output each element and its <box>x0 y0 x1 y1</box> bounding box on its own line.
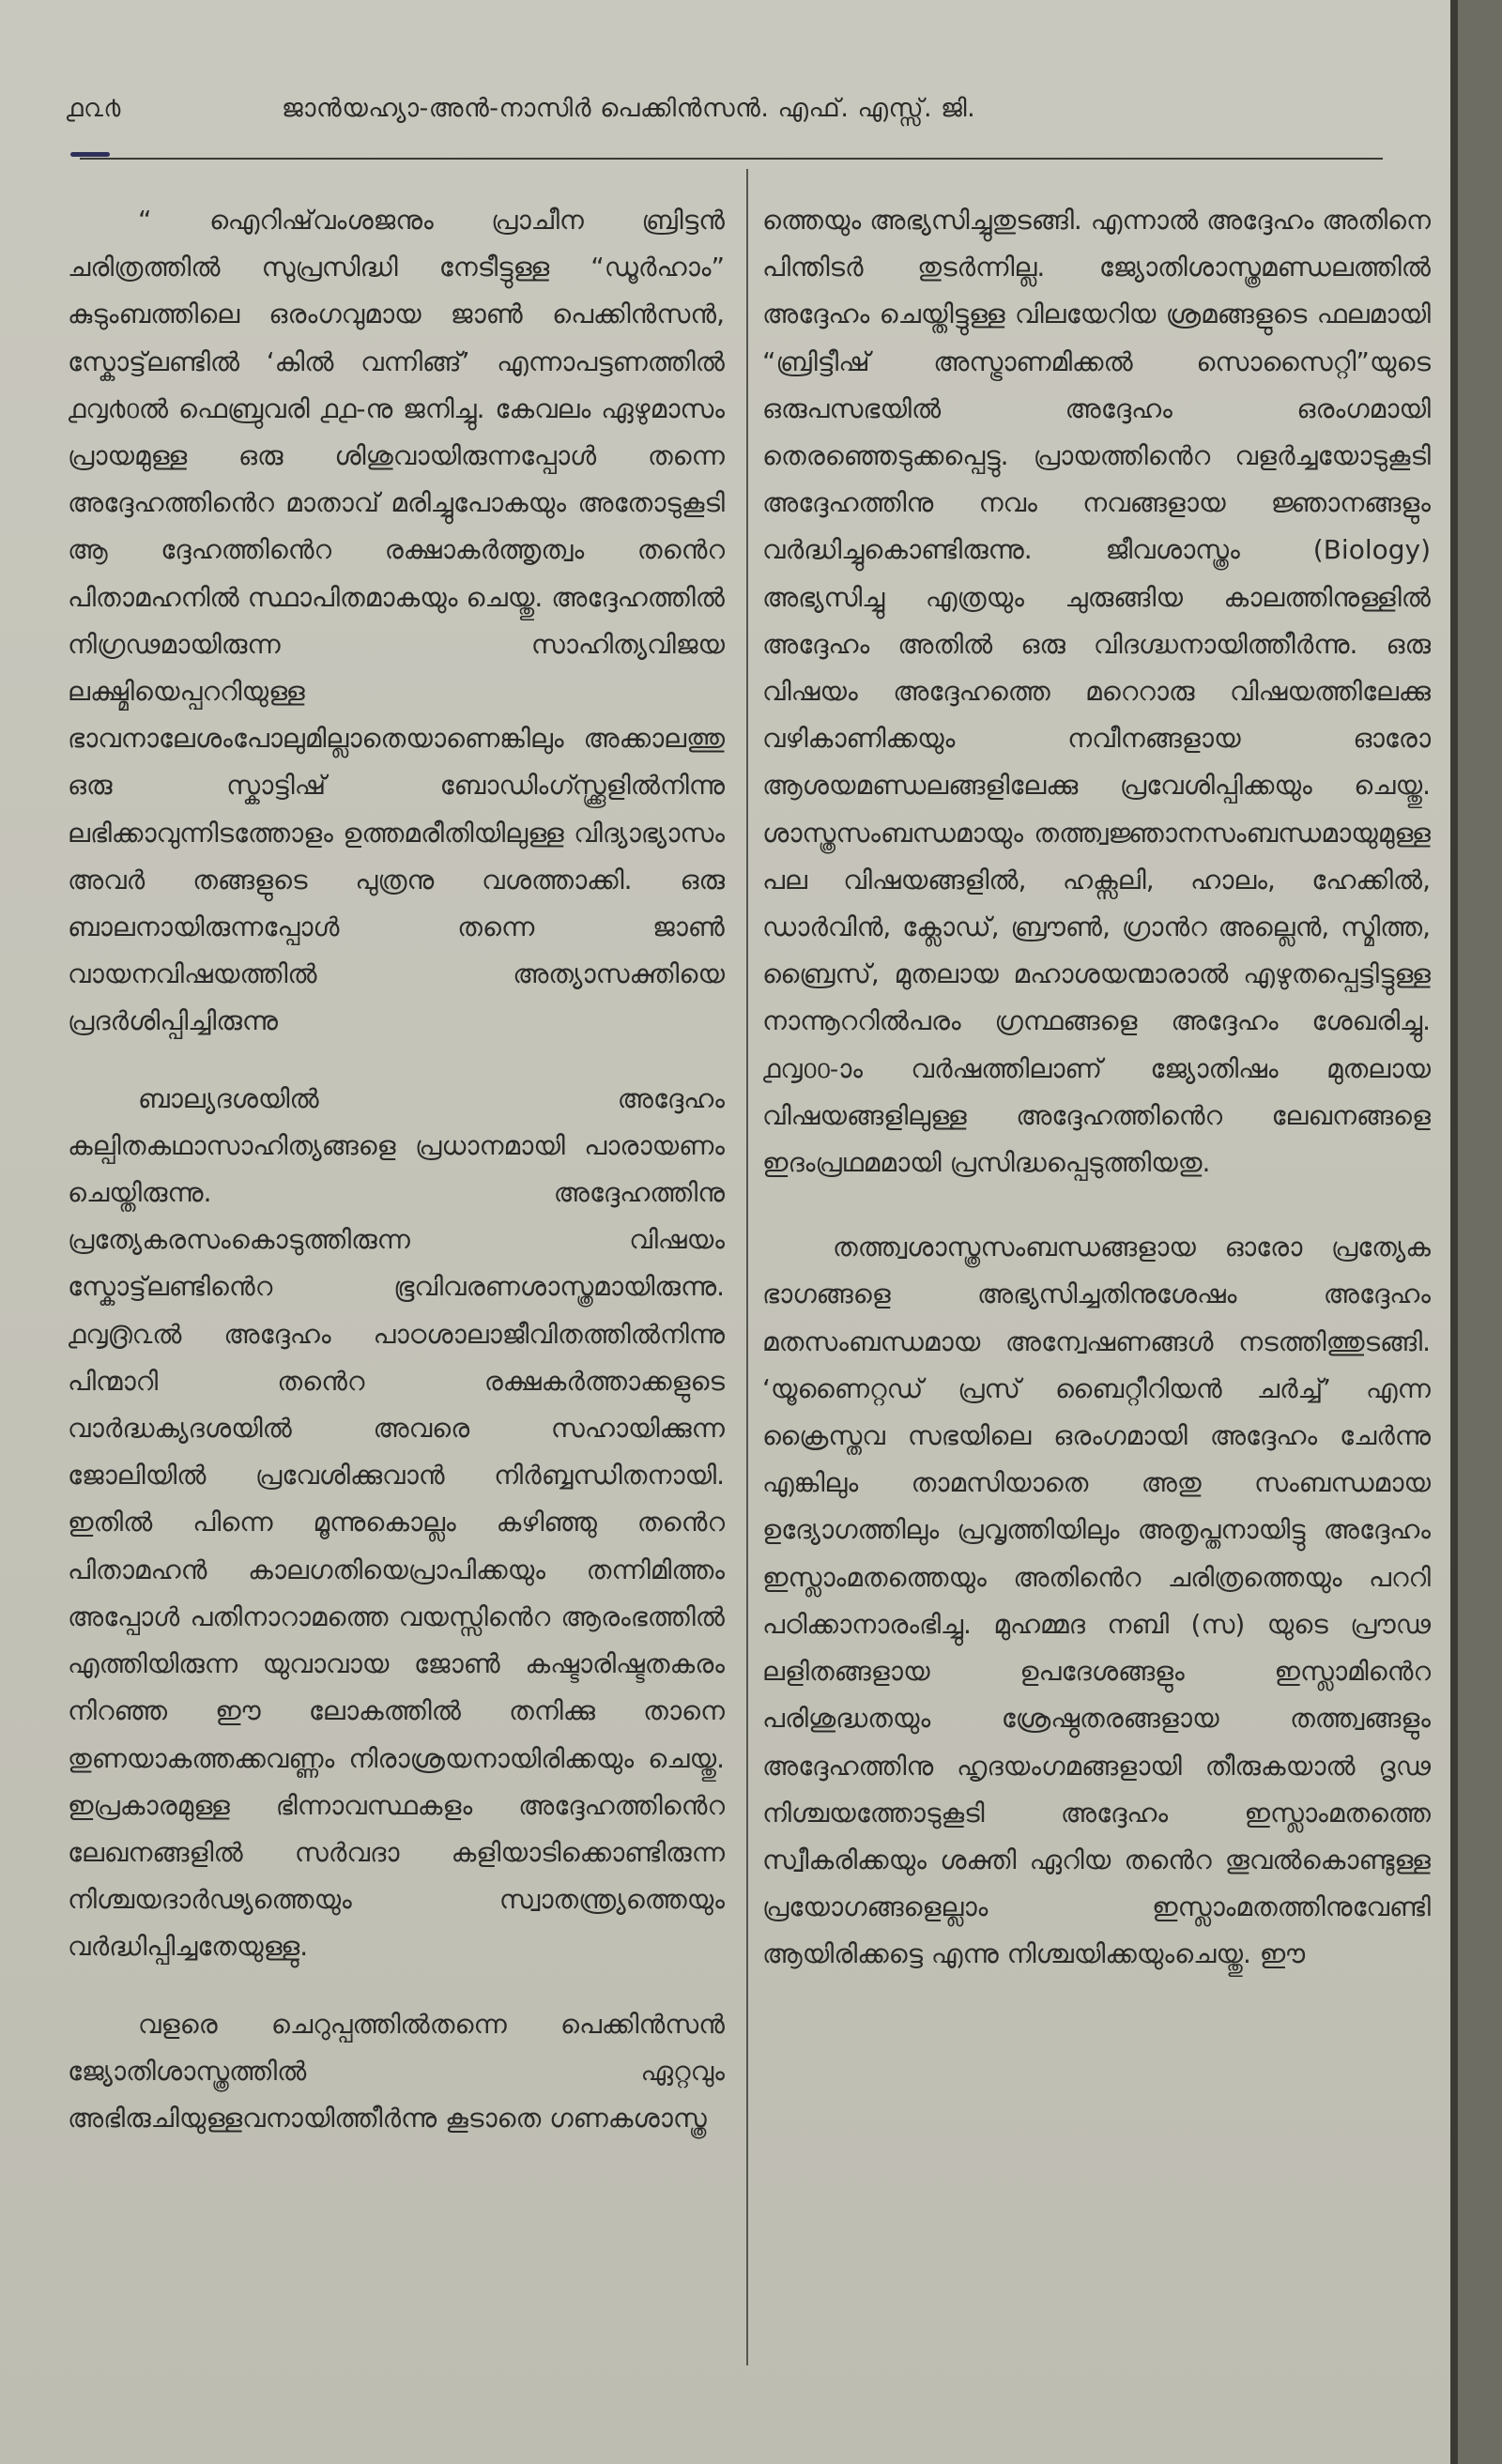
left-column <box>68 197 725 2172</box>
column-divider <box>746 169 748 2365</box>
paragraph: ത്തെയും അഭ്യസിച്ചുതുടങ്ങി. എന്നാൽ അദ്ദേഹം അതിനെ പിന്തിടർ തുടർന്നില്ല. ജ്യോതിശാസ്ത്രമണ്ഡലത്തിൽ അദ്ദേഹം ചെയ്തിട്ടുള്ള വിലയേറിയ ശ്രമങ്ങളുടെ ഫലമായി “ബ്രിട്ടീഷ് അസ്ട്രാണമിക്കൽ സൊസൈറ്റി”യുടെ ഒരുപസഭയിൽ അദ്ദേഹം ഒരംഗമായി തെരഞ്ഞെടുക്കപ്പെട്ടു. പ്രായത്തിൻെറ വളർച്ചയോടുകൂടി അദ്ദേഹത്തിനു നവം നവങ്ങളായ ജ്ഞാനങ്ങളും വർദ്ധിച്ചുകൊണ്ടിരുന്നു. ജീവശാസ്ത്രം (Biology) അഭ്യസിച്ചു എത്രയും ചുരുങ്ങിയ കാലത്തിനുള്ളിൽ അദ്ദേഹം അതിൽ ഒരു വിദഗ്ദ്ധനായിത്തീർന്നു. ഒരു വിഷയം അദ്ദേഹത്തെ മറെറാരു വിഷയത്തിലേക്കു വഴികാണിക്കയും നവീനങ്ങളായ ഓരോ ആശയമണ്ഡലങ്ങളിലേക്കു പ്രവേശിപ്പിക്കയും ചെയ്തു. ശാസ്ത്രസംബന്ധമായും തത്ത്വജ്ഞാനസംബന്ധമായുമുള്ള പല വിഷയങ്ങളിൽ, ഹക്സലി, ഹാലം, ഹേക്കിൽ, ഡാർവിൻ, ക്ലോഡ്, ബ്രൗൺ, ഗ്രാൻറ അല്ലെൻ, സ്മിത്ത, ബ്രൈസ്, മുതലായ മഹാശയന്മാരാൽ എഴുതപ്പെട്ടിട്ടുള്ള നാന്നൂററിൽപരം ഗ്രന്ഥങ്ങളെ അദ്ദേഹം ശേഖരിച്ചു. ൧൮൦൦-ാം വർഷത്തിലാണ് ജ്യോതിഷം മുതലായ വിഷയങ്ങളിലുള്ള അദ്ദേഹത്തിൻെറ ലേഖനങ്ങളെ ഇദംപ്രഥമമായി പ്രസിദ്ധപ്പെടുത്തിയതു. <box>762 205 1431 1179</box>
page-number: ൧൨൪ <box>66 94 121 123</box>
paragraph: വളരെ ചെറുപ്പത്തിൽതന്നെ പെക്കിൻസൻ ജ്യോതിശാസ്ത്രത്തിൽ ഏറ്റവും അഭിരുചിയുള്ളവനായിത്തീർന്നു കൂടാതെ ഗണകശാസ്ത്ര <box>68 2008 725 2134</box>
running-title: ജാൻയഹ്യാ-അൻ-നാസിർ പെക്കിൻസൻ. എഫ്. എസ്സ്. ജി. <box>282 94 976 123</box>
page-header <box>66 86 1380 133</box>
header-rule <box>80 158 1383 160</box>
paragraph: “ ഐറിഷ്‌വംശജനും പ്രാചീന ബ്രിട്ടൻ ചരിത്രത്തിൽ സുപ്രസിദ്ധി നേടീട്ടുള്ള “ഡൂർഹാം” കുടുംബത്തിലെ ഒരംഗവുമായ ജാൺ പെക്കിൻസൻ, സ്കോട്ട്‌ലണ്ടിൽ ‘കിൽ വന്നിങ്ങ്’ എന്നാപട്ടണത്തിൽ ൧൮൪൦ൽ ഫെബ്രുവരി ൧൧-നു ജനിച്ചു. കേവലം ഏഴുമാസം പ്രായമുള്ള ഒരു ശിശുവായിരുന്നപ്പോൾ തന്നെ അദ്ദേഹത്തിൻെറ മാതാവ് മരിച്ചുപോകയും അതോടുകൂടി ആ ദ്ദേഹത്തിൻെറ രക്ഷാകർത്തൃത്വം തൻെറ പിതാമഹനിൽ സ്ഥാപിതമാകയും ചെയ്തു. അദ്ദേഹത്തിൽ നിഗ്രഢമായിരുന്ന സാഹിത്യവിജയ ലക്ഷ്മിയെപ്പററിയുള്ള ഭാവനാലേശംപോലുമില്ലാതെയാണെങ്കിലും അക്കാലത്തു ഒരു സ്കാട്ടിഷ് ബോഡിംഗ്സ്ക്കൂളിൽനിന്നു ലഭിക്കാവുന്നിടത്തോളം ഉത്തമരീതിയിലുള്ള വിദ്യാഭ്യാസം അവർ തങ്ങളുടെ പുത്രനു വശത്താക്കി. ഒരു ബാലനായിരുന്നപ്പോൾ തന്നെ ജാൺ വായനവിഷയത്തിൽ അത്യാസക്തിയെ പ്രദർശിപ്പിച്ചിരുന്നു <box>68 205 725 1037</box>
ink-mark <box>70 152 110 157</box>
right-column <box>762 197 1431 2016</box>
page-edge-shadow <box>1450 0 1502 2464</box>
paragraph: തത്ത്വശാസ്ത്രസംബന്ധങ്ങളായ ഓരോ പ്രത്യേക ഭാഗങ്ങളെ അഭ്യസിച്ചതിനുശേഷം അദ്ദേഹം മതസംബന്ധമായ അന്വേഷണങ്ങൾ നടത്തിത്തുടങ്ങി. ‘യൂണൈറ്റഡ് പ്രസ് ബൈറ്റീറിയൻ ചർച്ച്’ എന്ന ക്രൈസ്തവ സഭയിലെ ഒരംഗമായി അദ്ദേഹം ചേർന്നു എങ്കിലും താമസിയാതെ അതു സംബന്ധമായ ഉദ്യോഗത്തിലും പ്രവൃത്തിയിലും അതൃപ്തനായിട്ടു അദ്ദേഹം ഇസ്ലാംമതത്തെയും അതിൻെറ ചരിത്രത്തെയും പററി പഠിക്കാനാരംഭിച്ചു. മുഹമ്മദ നബി (സ) യുടെ പ്രൗഢ ലളിതങ്ങളായ ഉപദേശങ്ങളും ഇസ്ലാമിൻെറ പരിശുദ്ധതയും ശ്രേഷ്ഠതരങ്ങളായ തത്ത്വങ്ങളും അദ്ദേഹത്തിനു ഹൃദയംഗമങ്ങളായി തീരുകയാൽ ദൃഢ നിശ്ചയത്തോടുകൂടി അദ്ദേഹം ഇസ്ലാംമതത്തെ സ്വീകരിക്കയും ശക്തി ഏറിയ തൻെറ തൂവൽകൊണ്ടുള്ള പ്രയോഗങ്ങളെല്ലാം ഇസ്ലാംമതത്തിനുവേണ്ടി ആയിരിക്കട്ടെ എന്നു നിശ്ചയിക്കയുംചെയ്തു. ഈ <box>762 1232 1431 1970</box>
paragraph: ബാല്യദശയിൽ അദ്ദേഹം കല്പിതകഥാസാഹിത്യങ്ങളെ പ്രധാനമായി പാരായണം ചെയ്തിരുന്നു. അദ്ദേഹത്തിനു പ്രത്യേകരസംകൊടുത്തിരുന്ന വിഷയം സ്കോട്ട്‌ലണ്ടിൻെറ ഭൂവിവരണശാസ്ത്രമായിരുന്നു. ൧൮൫൨ൽ അദ്ദേഹം പാഠശാലാജീവിതത്തിൽനിന്നു പിന്മാറി തൻെറ രക്ഷകർത്താക്കളുടെ വാർദ്ധക്യദശയിൽ അവരെ സഹായിക്കുന്ന ജോലിയിൽ പ്രവേശിക്കുവാൻ നിർബ്ബന്ധിതനായി. ഇതിൽ പിന്നെ മൂന്നുകൊല്ലം കഴിഞ്ഞു തൻെറ പിതാമഹൻ കാലഗതിയെപ്രാപിക്കയും തന്നിമിത്തം അപ്പോൾ പതിനാറാമത്തെ വയസ്സിൻെറ ആരംഭത്തിൽ എത്തിയിരുന്ന യുവാവായ ജോൺ കഷ്ടാരിഷ്ടതകരം നിറഞ്ഞ ഈ ലോകത്തിൽ തനിക്കു താനെ തുണയാകത്തക്കവണ്ണം നിരാശ്രയനായിരിക്കയും ചെയ്തു. ഇപ്രകാരമുള്ള ഭിന്നാവസ്ഥകളം അദ്ദേഹത്തിൻെറ ലേഖനങ്ങളിൽ സർവദാ കളിയാടിക്കൊണ്ടിരുന്ന നിശ്ചയദാർഢ്യത്തെയും സ്വാതന്ത്ര്യത്തെയും വർദ്ധിപ്പിച്ചതേയുള്ളു. <box>68 1082 725 1963</box>
